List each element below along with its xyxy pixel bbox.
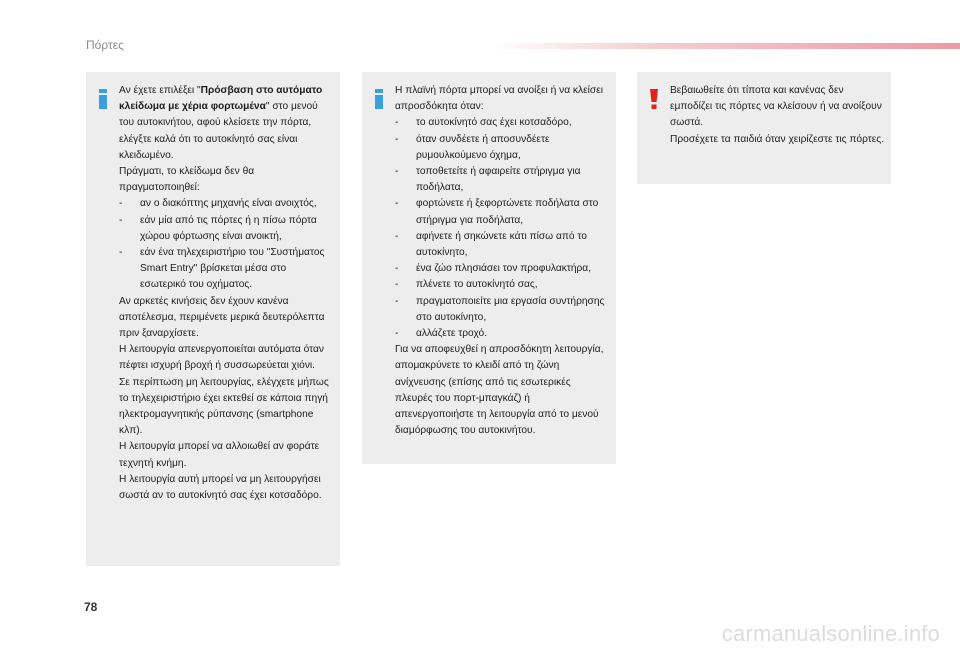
info-box-side-door xyxy=(362,72,616,464)
dash: - xyxy=(395,328,399,340)
paragraph: Η λειτουργία μπορεί να αλλοιωθεί αν φοράτε τεχνητή κνήμη. xyxy=(119,441,320,469)
list-item: - φορτώνετε ή ξεφορτώνετε ποδήλατα στο στήριγμα για ποδήλατα, xyxy=(395,198,599,226)
dash: - xyxy=(395,295,399,307)
dash: - xyxy=(119,198,123,210)
list-item: - αφήνετε ή σηκώνετε κάτι πίσω από το αυτοκίνητο, xyxy=(395,230,587,259)
paragraph: Σε περίπτωση μη λειτουργίας, ελέγχετε μήπως το τηλεχειριστήριο έχει εκτεθεί σε κάποια πηγή ηλεκτρομαγνητικής ρύπανσης (smartphone κλπ). xyxy=(119,376,329,437)
text: Αν έχετε επιλέξει " xyxy=(119,85,201,96)
dash: - xyxy=(395,117,399,129)
paragraph: Η λειτουργία απενεργοποιείται αυτόματα όταν πέφτει ισχυρή βροχή ή συσσωρεύεται χιόνι. xyxy=(119,344,324,372)
paragraph: Αν αρκετές κινήσεις δεν έχουν κανένα αποτέλεσμα, περιμένετε μερικά δευτερόλεπτα πριν ξαναρχίσετε. xyxy=(119,295,325,340)
warning-box-doors xyxy=(637,72,891,184)
paragraph: Προσέχετε τα παιδιά όταν χειρίζεστε τις πόρτες. xyxy=(670,133,885,145)
list-item: - τοποθετείτε ή αφαιρείτε στήριγμα για ποδήλατα, xyxy=(395,166,581,194)
list-item: - πλένετε το αυτοκίνητό σας, xyxy=(395,277,610,293)
dash: - xyxy=(119,214,123,226)
list-item: - ένα ζώο πλησιάσει τον προφυλακτήρα, xyxy=(395,261,610,277)
paragraph: Η πλαϊνή πόρτα μπορεί να ανοίξει ή να κλείσει απροσδόκητα όταν: xyxy=(395,85,604,113)
page-number: 78 xyxy=(84,600,98,614)
dash: - xyxy=(395,166,399,178)
watermark: carmanualsonline.info xyxy=(721,621,940,646)
list-item: - εάν μία από τις πόρτες ή η πίσω πόρτα χώρου φόρτωσης είναι ανοικτή, xyxy=(119,214,317,242)
list-item: - αλλάζετε τροχό. xyxy=(395,326,610,342)
dash: - xyxy=(395,198,399,210)
text: " στο μενού του αυτοκινήτου, αφού κλείσετε την πόρτα, ελέγξτε καλά ότι το αυτοκίνητό σας είναι κλειδωμένο. xyxy=(119,101,318,161)
bold-text: Πρόσβαση στο αυτόματο κλείδωμα με χέρια φορτωμένα xyxy=(119,85,323,113)
list-item: - όταν συνδέετε ή αποσυνδέετε ρυμουλκούμενο όχημα, xyxy=(395,133,550,161)
dash: - xyxy=(395,133,399,145)
list-item: - αν ο διακόπτης μηχανής είναι ανοιχτός, xyxy=(119,196,334,212)
info-icon xyxy=(372,89,386,109)
info-icon xyxy=(96,89,110,109)
paragraph: Για να αποφευχθεί η απροσδόκητη λειτουργία, απομακρύνετε το κλειδί από τη ζώνη ανίχνευσης (επίσης από τις εσωτερικές πλευρές του πορτ-μπαγκάζ) ή απενεργοποιήστε τη λειτουργία από το μενού διαμόρφωσης του αυτοκινήτου. xyxy=(395,344,604,437)
dash: - xyxy=(395,230,399,242)
paragraph: Βεβαιωθείτε ότι τίποτα και κανένας δεν εμποδίζει τις πόρτες να κλείσουν ή να ανοίξουν σωστά. xyxy=(670,85,882,129)
section-title: Πόρτες xyxy=(86,38,124,52)
header-accent-bar xyxy=(490,43,960,49)
dash: - xyxy=(119,247,123,259)
paragraph: Πράγματι, το κλείδωμα δεν θα πραγματοποιηθεί: xyxy=(119,166,255,194)
dash: - xyxy=(395,263,399,275)
list-item: - πραγματοποιείτε μια εργασία συντήρησης στο αυτοκίνητο, xyxy=(395,295,605,323)
paragraph xyxy=(119,83,334,164)
dash: - xyxy=(395,279,399,291)
paragraph: Η λειτουργία αυτή μπορεί να μη λειτουργήσει σωστά αν το αυτοκίνητό σας έχει κοτσαδόρο. xyxy=(119,473,322,502)
list-item: - εάν ένα τηλεχειριστήριο του "Συστήματος Smart Entry" βρίσκεται μέσα στο εσωτερικό του οχήματος. xyxy=(119,247,325,291)
info-box-smart-entry xyxy=(86,72,340,566)
warning-icon xyxy=(647,89,661,109)
list-item: - το αυτοκίνητό σας έχει κοτσαδόρο, xyxy=(395,115,610,131)
